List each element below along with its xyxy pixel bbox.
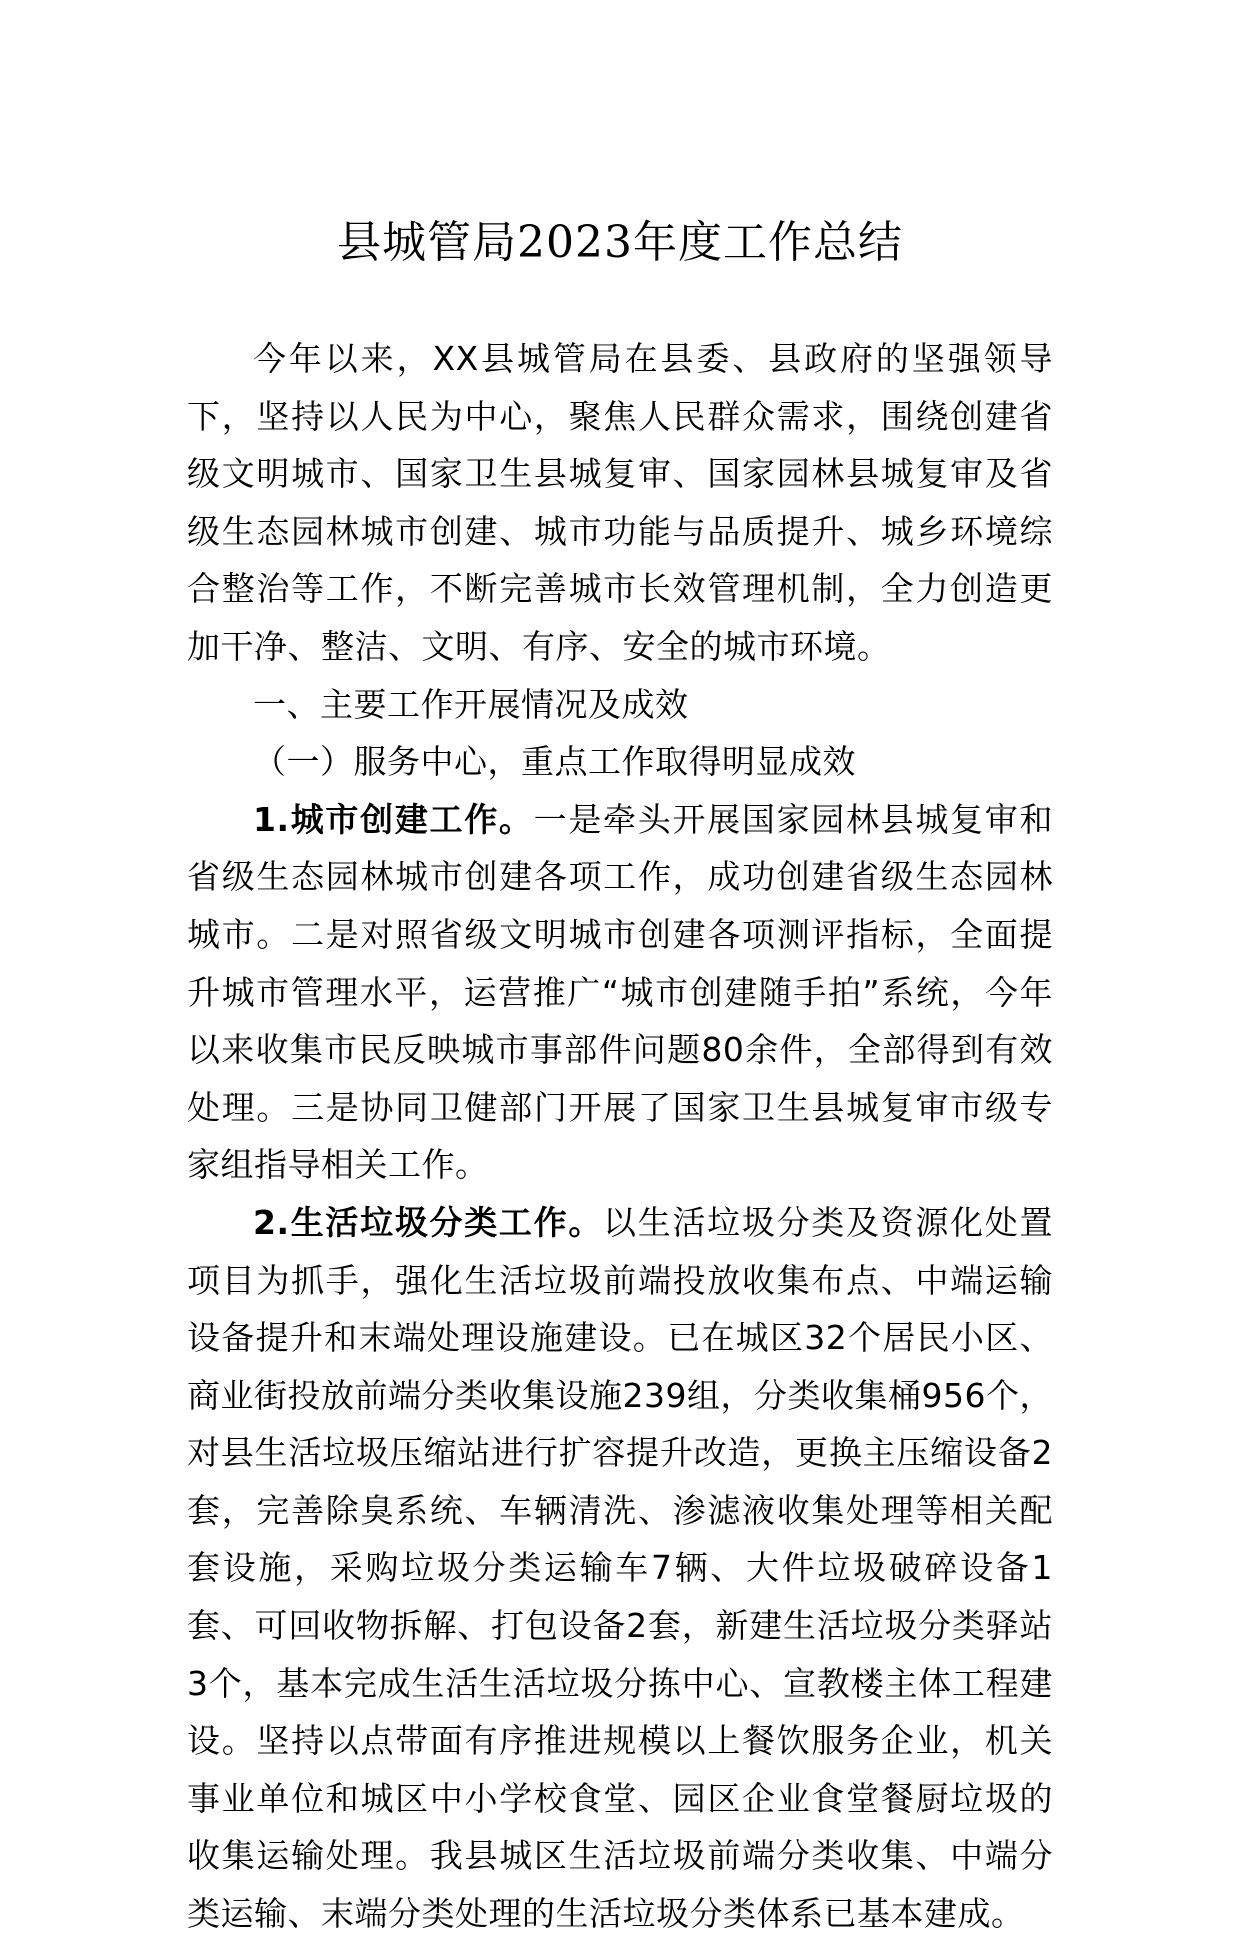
item-heading: 1.城市创建工作。 [253,799,534,839]
paragraph-waste-sorting [187,1194,1053,1943]
paragraph-city-creation [187,791,1053,1194]
paragraph-intro [187,330,1053,676]
document-title: 县城管局2023年度工作总结 [337,217,903,268]
section-heading-1 [187,676,1053,734]
section-heading-text: 一、主要工作开展情况及成效 [253,684,689,724]
paragraph-text: 一是牵头开展国家园林县城复审和省级生态园林城市创建各项工作，成功创建省级生态园林城市。二是对照省级文明城市创建各项测评指标，全面提升城市管理水平，运营推广“城市创建随手拍”系统，今年以来收集市民反映城市事部件问题80余件，全部得到有效处理。三是协同卫健部门开展了国家卫生县城复审市级专家组指导相关工作。 [187,799,1054,1185]
document-body [187,330,1053,1943]
paragraph-text: 今年以来，XX县城管局在县委、县政府的坚强领导下，坚持以人民为中心，聚焦人民群众需求，围绕创建省级文明城市、国家卫生县城复审、国家园林县城复审及省级生态园林城市创建、城市功能与品质提升、城乡环境综合整治等工作，不断完善城市长效管理机制，全力创造更加干净、整洁、文明、有序、安全的城市环境。 [187,339,1053,666]
paragraph-text: 以生活垃圾分类及资源化处置项目为抓手，强化生活垃圾前端投放收集布点、中端运输设备提升和末端处理设施建设。已在城区32个居民小区、商业街投放前端分类收集设施239组，分类收集桶956个，对县生活垃圾压缩站进行扩容提升改造，更换主压缩设备2套，完善除臭系统、车辆清洗、渗滤液收集处理等相关配套设施，采购垃圾分类运输车7辆、大件垃圾破碎设备1套、可回收物拆解、打包设备2套，新建生活垃圾分类驿站3个，基本完成生活生活垃圾分拣中心、宣教楼主体工程建设。坚持以点带面有序推进规模以上餐饮服务企业，机关事业单位和城区中小学校食堂、园区企业食堂餐厨垃圾的收集运输处理。我县城区生活垃圾前端分类收集、中端分类运输、末端分类处理的生活垃圾分类体系已基本建成。 [187,1202,1054,1934]
item-heading: 2.生活垃圾分类工作。 [253,1202,604,1242]
subsection-heading-1 [187,733,1053,791]
subsection-heading-text: （一）服务中心，重点工作取得明显成效 [253,742,856,782]
